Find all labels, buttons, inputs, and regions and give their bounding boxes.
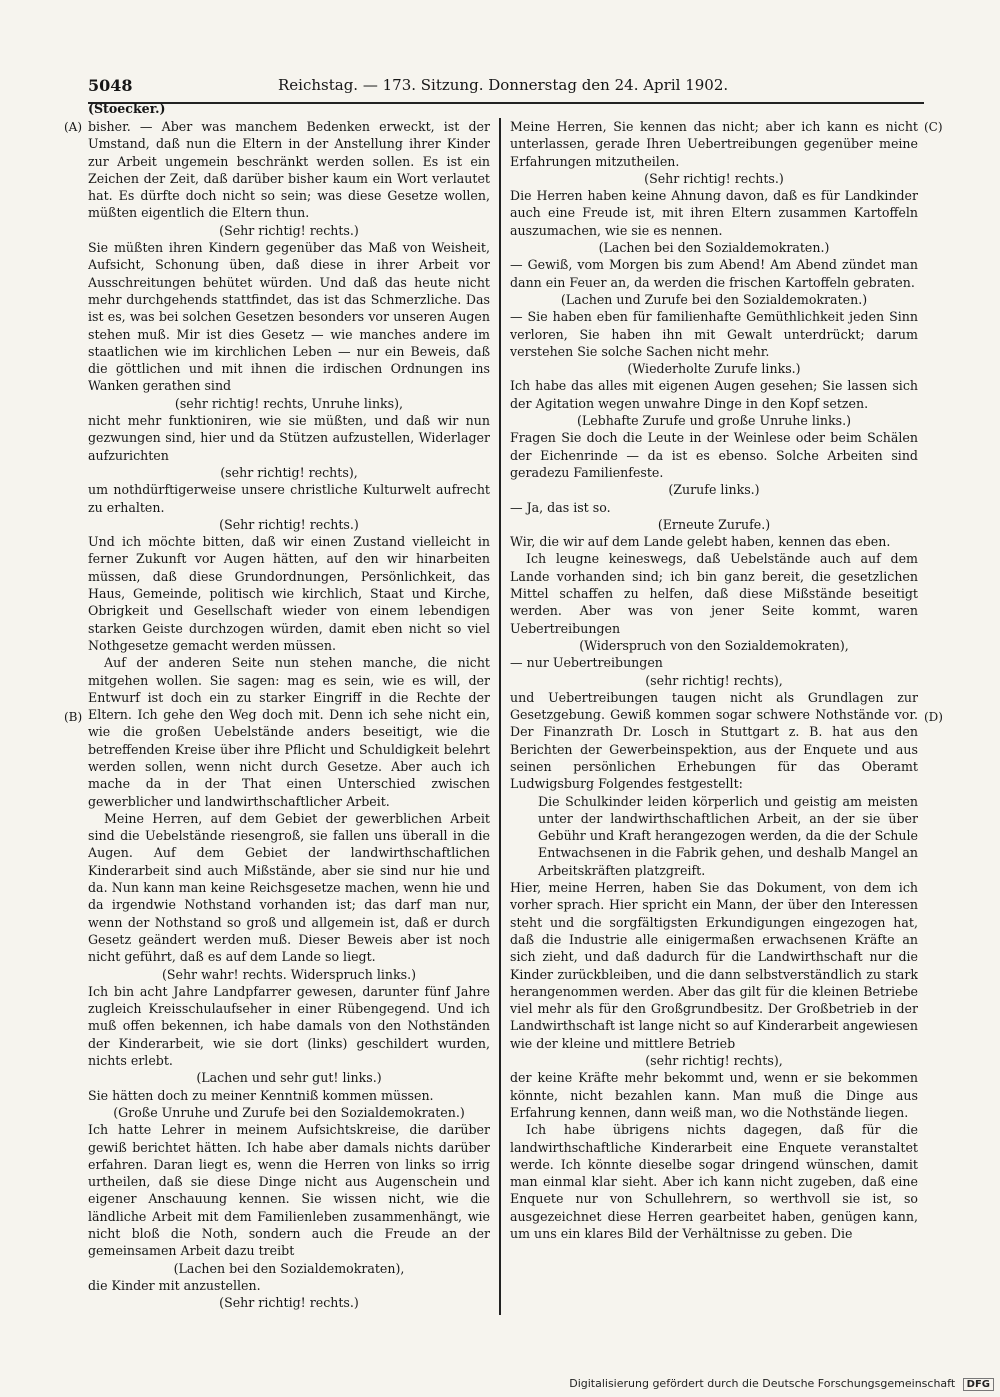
paragraph: Und ich möchte bitten, daß wir einen Zustand vielleicht in ferner Zukunft vor Augen hätten, auf den wir hinarbeiten müssen, daß diese Grundordnungen, Persönlichkeit, das Haus, Gemeinde, politisch wie kirchlich, Staat und Kirche, Obrigkeit und Gesellschaft wieder von einem lebendigen starken Geiste durchzogen würden, damit eben nicht so viel Nothgesetze gemacht werden müssen. (88, 534, 490, 653)
interjection: (Sehr wahr! rechts. Widerspruch links.) (161, 966, 417, 982)
interjection: (Widerspruch von den Sozialdemokraten), (579, 637, 849, 653)
interjection: (Sehr richtig! rechts.) (219, 222, 359, 238)
paragraph: Sie müßten ihren Kindern gegenüber das Maß von Weisheit, Aufsicht, Schonung üben, daß diese in ihrer Arbeit vor Ausschreitungen behütet würden. Und daß das heute nicht mehr durchgehends stattfindet, das ist das Schmerzliche. Das ist es, was bei solchen Gesetzen besonders vor unseren Augen stehen muß. Mir ist dies Gesetz — wie manches andere im staatlichen wie im kirchlichen Leben — nur ein Beweis, daß die göttlichen und mit ihnen die irdischen Ordnungen ins Wanken gerathen sind (88, 240, 490, 394)
interjection: (Lachen bei den Sozialdemokraten), (173, 1260, 405, 1276)
paragraph: — nur Uebertreibungen (510, 655, 663, 671)
paragraph: die Kinder mit anzustellen. (88, 1277, 261, 1293)
interjection: (sehr richtig! rechts), (645, 672, 783, 688)
interjection: (sehr richtig! rechts), (220, 464, 358, 480)
paragraph: Ich habe übrigens nichts dagegen, daß für die landwirthschaftliche Kinderarbeit eine Enquete veranstaltet werde. Ich könnte dieselbe sogar dringend wünschen, damit man einmal klar sieht. Aber ich kann nicht zugeben, daß eine Enquete nur von Schullehrern, so werthvoll sie ist, so ausgezeichnet diese Herren gearbeitet haben, genügen kann, um uns ein klares Bild der Verhältnisse zu geben. Die (510, 1122, 918, 1241)
paragraph: Ich habe das alles mit eigenen Augen gesehen; Sie lassen sich der Agitation wegen unwahre Dinge in den Kopf setzen. (510, 378, 918, 411)
interjection: (Lebhafte Zurufe und große Unruhe links.) (576, 413, 852, 429)
paragraph: Die Herren haben keine Ahnung davon, daß es für Landkinder auch eine Freude ist, mit ihren Eltern zusammen Kartoffeln auszumachen, wie sie es nennen. (510, 188, 918, 238)
paragraph: — Gewiß, vom Morgen bis zum Abend! Am Abend zündet man dann ein Feuer an, da werden die frischen Kartoffeln gebraten. (510, 257, 918, 290)
margin-marker-a: (A) (64, 120, 83, 134)
paragraph: der keine Kräfte mehr bekommt und, wenn er sie bekommen könnte, nicht bezahlen kann. Man muß die Dinge aus Erfahrung kennen, dann weiß man, wo die Nothstände liegen. (510, 1070, 918, 1120)
interjection: (Sehr richtig! rechts.) (219, 1295, 359, 1311)
paragraph: Ich bin acht Jahre Landpfarrer gewesen, darunter fünf Jahre zugleich Kreisschulaufseher in einer Rübengegend. Und ich muß offen bekennen, ich habe damals von den Nothständen der Kinderarbeit, wie sie dort (links) geschildert wurden, nichts erlebt. (88, 983, 490, 1069)
footer-credit (569, 1377, 994, 1391)
paragraph: Ich hatte Lehrer in meinem Aufsichtskreise, die darüber gewiß berichtet hätten. Ich habe aber damals nichts darüber erfahren. Daran liegt es, wenn die Herren von links so irrig urtheilen, daß sie diese Dinge nicht aus Augenschein und eigener Anschauung kennen. Sie wissen nicht, wie die ländliche Arbeit mit dem Familienleben zusammenhängt, wie nicht bloß die Noth, sondern auch die Freude an der gemeinsamen Arbeit dazu treibt (88, 1122, 490, 1259)
paragraph: Meine Herren, Sie kennen das nicht; aber ich kann es nicht unterlassen, gerade Ihren Uebertreibungen gegenüber meine Erfahrungen mitzutheilen. (510, 119, 918, 169)
margin-marker-d: (D) (924, 710, 943, 724)
paragraph: bisher. — Aber was manchem Bedenken erweckt, ist der Umstand, daß nun die Eltern in der Anstellung ihrer Kinder zur Arbeit ungemein beschränkt werden sollen. Es ist ein Zeichen der Zeit, daß darüber bisher kaum ein Wort verlautet hat. Es dürfte doch nicht so sein; was diese Gesetze wollen, müßten eigentlich die Eltern thun. (88, 119, 490, 221)
interjection: (Erneute Zurufe.) (657, 516, 771, 532)
interjection: (Große Unruhe und Zurufe bei den Sozialdemokraten.) (113, 1104, 465, 1120)
quotation: Die Schulkinder leiden körperlich und geistig am meisten unter der landwirthschaftlichen Arbeit, an der sie über Gebühr und Kraft herangezogen werden, da die der Schule Entwachsenen in die Fabrik gehen, und deshalb Mangel an Arbeitskräften platzgreift. (538, 793, 918, 878)
interjection: (Lachen und Zurufe bei den Sozialdemokraten.) (560, 291, 868, 307)
interjection: (Lachen und sehr gut! links.) (196, 1070, 382, 1086)
interjection: (sehr richtig! rechts), (645, 1053, 783, 1069)
dfg-logo-icon: DFG (963, 1378, 994, 1391)
paragraph: nicht mehr funktioniren, wie sie müßten, und daß wir nun gezwungen sind, hier und da Stützen aufzustellen, Widerlager aufzurichten (88, 413, 490, 463)
paragraph: — Sie haben eben für familienhafte Gemüthlichkeit jeden Sinn verloren, Sie haben ihn mit Gewalt unterdrückt; darum verstehen Sie solche Sachen nicht mehr. (510, 309, 918, 359)
paragraph: Auf der anderen Seite nun stehen manche, die nicht mitgehen wollen. Sie sagen: mag es sein, wie es will, der Entwurf ist doch ein zu starker Eingriff in die Rechte der Eltern. Ich gehe den Weg doch mit. Denn ich sehe nicht ein, wie die großen Uebelstände anders beseitigt, wie die betreffenden Kreise über ihre Pflicht und Schuldigkeit belehrt werden sollen, wenn nicht durch Gesetze. Aber auch ich mache da in der That einen Unterschied zwischen gewerblicher und landwirthschaftlicher Arbeit. (88, 655, 490, 809)
interjection: (sehr richtig! rechts, Unruhe links), (174, 395, 404, 411)
paragraph: Hier, meine Herren, haben Sie das Dokument, von dem ich vorher sprach. Hier spricht ein Mann, der über den Interessen steht und die sorgfältigsten Erkundigungen eingezogen hat, daß die Industrie alle einigermaßen erwachsenen Kräfte an sich zieht, und daß dadurch für die Landwirthschaft nur die Kinder zurückbleiben, und die dann selbstverständlich zu stark herangenommen werden. Aber das gilt für die kleinen Betriebe viel mehr als für den Großgrundbesitz. Der Großbetrieb in der Landwirthschaft ist lange nicht so auf Kinderarbeit angewiesen wie der kleine und mittlere Betrieb (510, 880, 918, 1051)
page-number: 5048 (88, 76, 133, 95)
interjection: (Lachen bei den Sozialdemokraten.) (598, 240, 830, 256)
interjection: (Wiederholte Zurufe links.) (627, 361, 801, 377)
paragraph: — Ja, das ist so. (510, 499, 611, 515)
header-title: Reichstag. — 173. Sitzung. Donnerstag den 24. April 1902. (278, 76, 729, 94)
paragraph: und Uebertreibungen taugen nicht als Grundlagen zur Gesetzgebung. Gewiß kommen sogar schwere Nothstände vor. Der Finanzrath Dr. Losch in Stuttgart z. B. hat aus den Berichten der Gewerbeinspektion, aus der Enquete und aus seinen persönlichen Erhebungen für das Oberamt Ludwigsburg Folgendes festgestellt: (510, 689, 918, 792)
right-column (510, 118, 918, 1318)
paragraph: um nothdürftigerweise unsere christliche Kulturwelt aufrecht zu erhalten. (88, 482, 490, 515)
paragraph: Wir, die wir auf dem Lande gelebt haben, kennen das eben. (510, 534, 891, 550)
margin-marker-b: (B) (64, 710, 83, 724)
left-column (88, 118, 490, 1318)
interjection: (Sehr richtig! rechts.) (219, 516, 359, 532)
page-header (88, 74, 924, 104)
paragraph: Meine Herren, auf dem Gebiet der gewerblichen Arbeit sind die Uebelstände riesengroß, sie fallen uns überall in die Augen. Auf dem Gebiet der landwirthschaftlichen Kinderarbeit sind auch Mißstände, aber sie sind nur hie und da. Nun kann man keine Reichsgesetze machen, wenn hie und da irgendwie Nothstand vorhanden ist; das darf man nur, wenn der Nothstand so groß und allgemein ist, daß er durch Gesetz geändert werden muß. Dieser Beweis aber ist noch nicht geführt, daß es auf dem Lande so liegt. (88, 810, 490, 965)
interjection: (Sehr richtig! rechts.) (644, 170, 784, 186)
paragraph: Sie hätten doch zu meiner Kenntniß kommen müssen. (88, 1087, 434, 1103)
paragraph: Ich leugne keineswegs, daß Uebelstände auch auf dem Lande vorhanden sind; ich bin ganz bereit, die gesetzlichen Mittel schaffen zu helfen, daß diese Mißstände beseitigt werden. Aber was von jener Seite kommt, waren Uebertreibungen (510, 551, 918, 636)
margin-marker-c: (C) (924, 120, 943, 134)
column-divider (499, 118, 501, 1315)
paragraph: Fragen Sie doch die Leute in der Weinlese oder beim Schälen der Eichenrinde — da ist es ebenso. Solche Arbeiten sind geradezu Familienfeste. (510, 430, 918, 480)
speaker-name: (Stoecker.) (88, 101, 166, 116)
interjection: (Zurufe links.) (668, 482, 760, 498)
footer-text: Digitalisierung gefördert durch die Deutsche Forschungsgemeinschaft (569, 1377, 956, 1390)
